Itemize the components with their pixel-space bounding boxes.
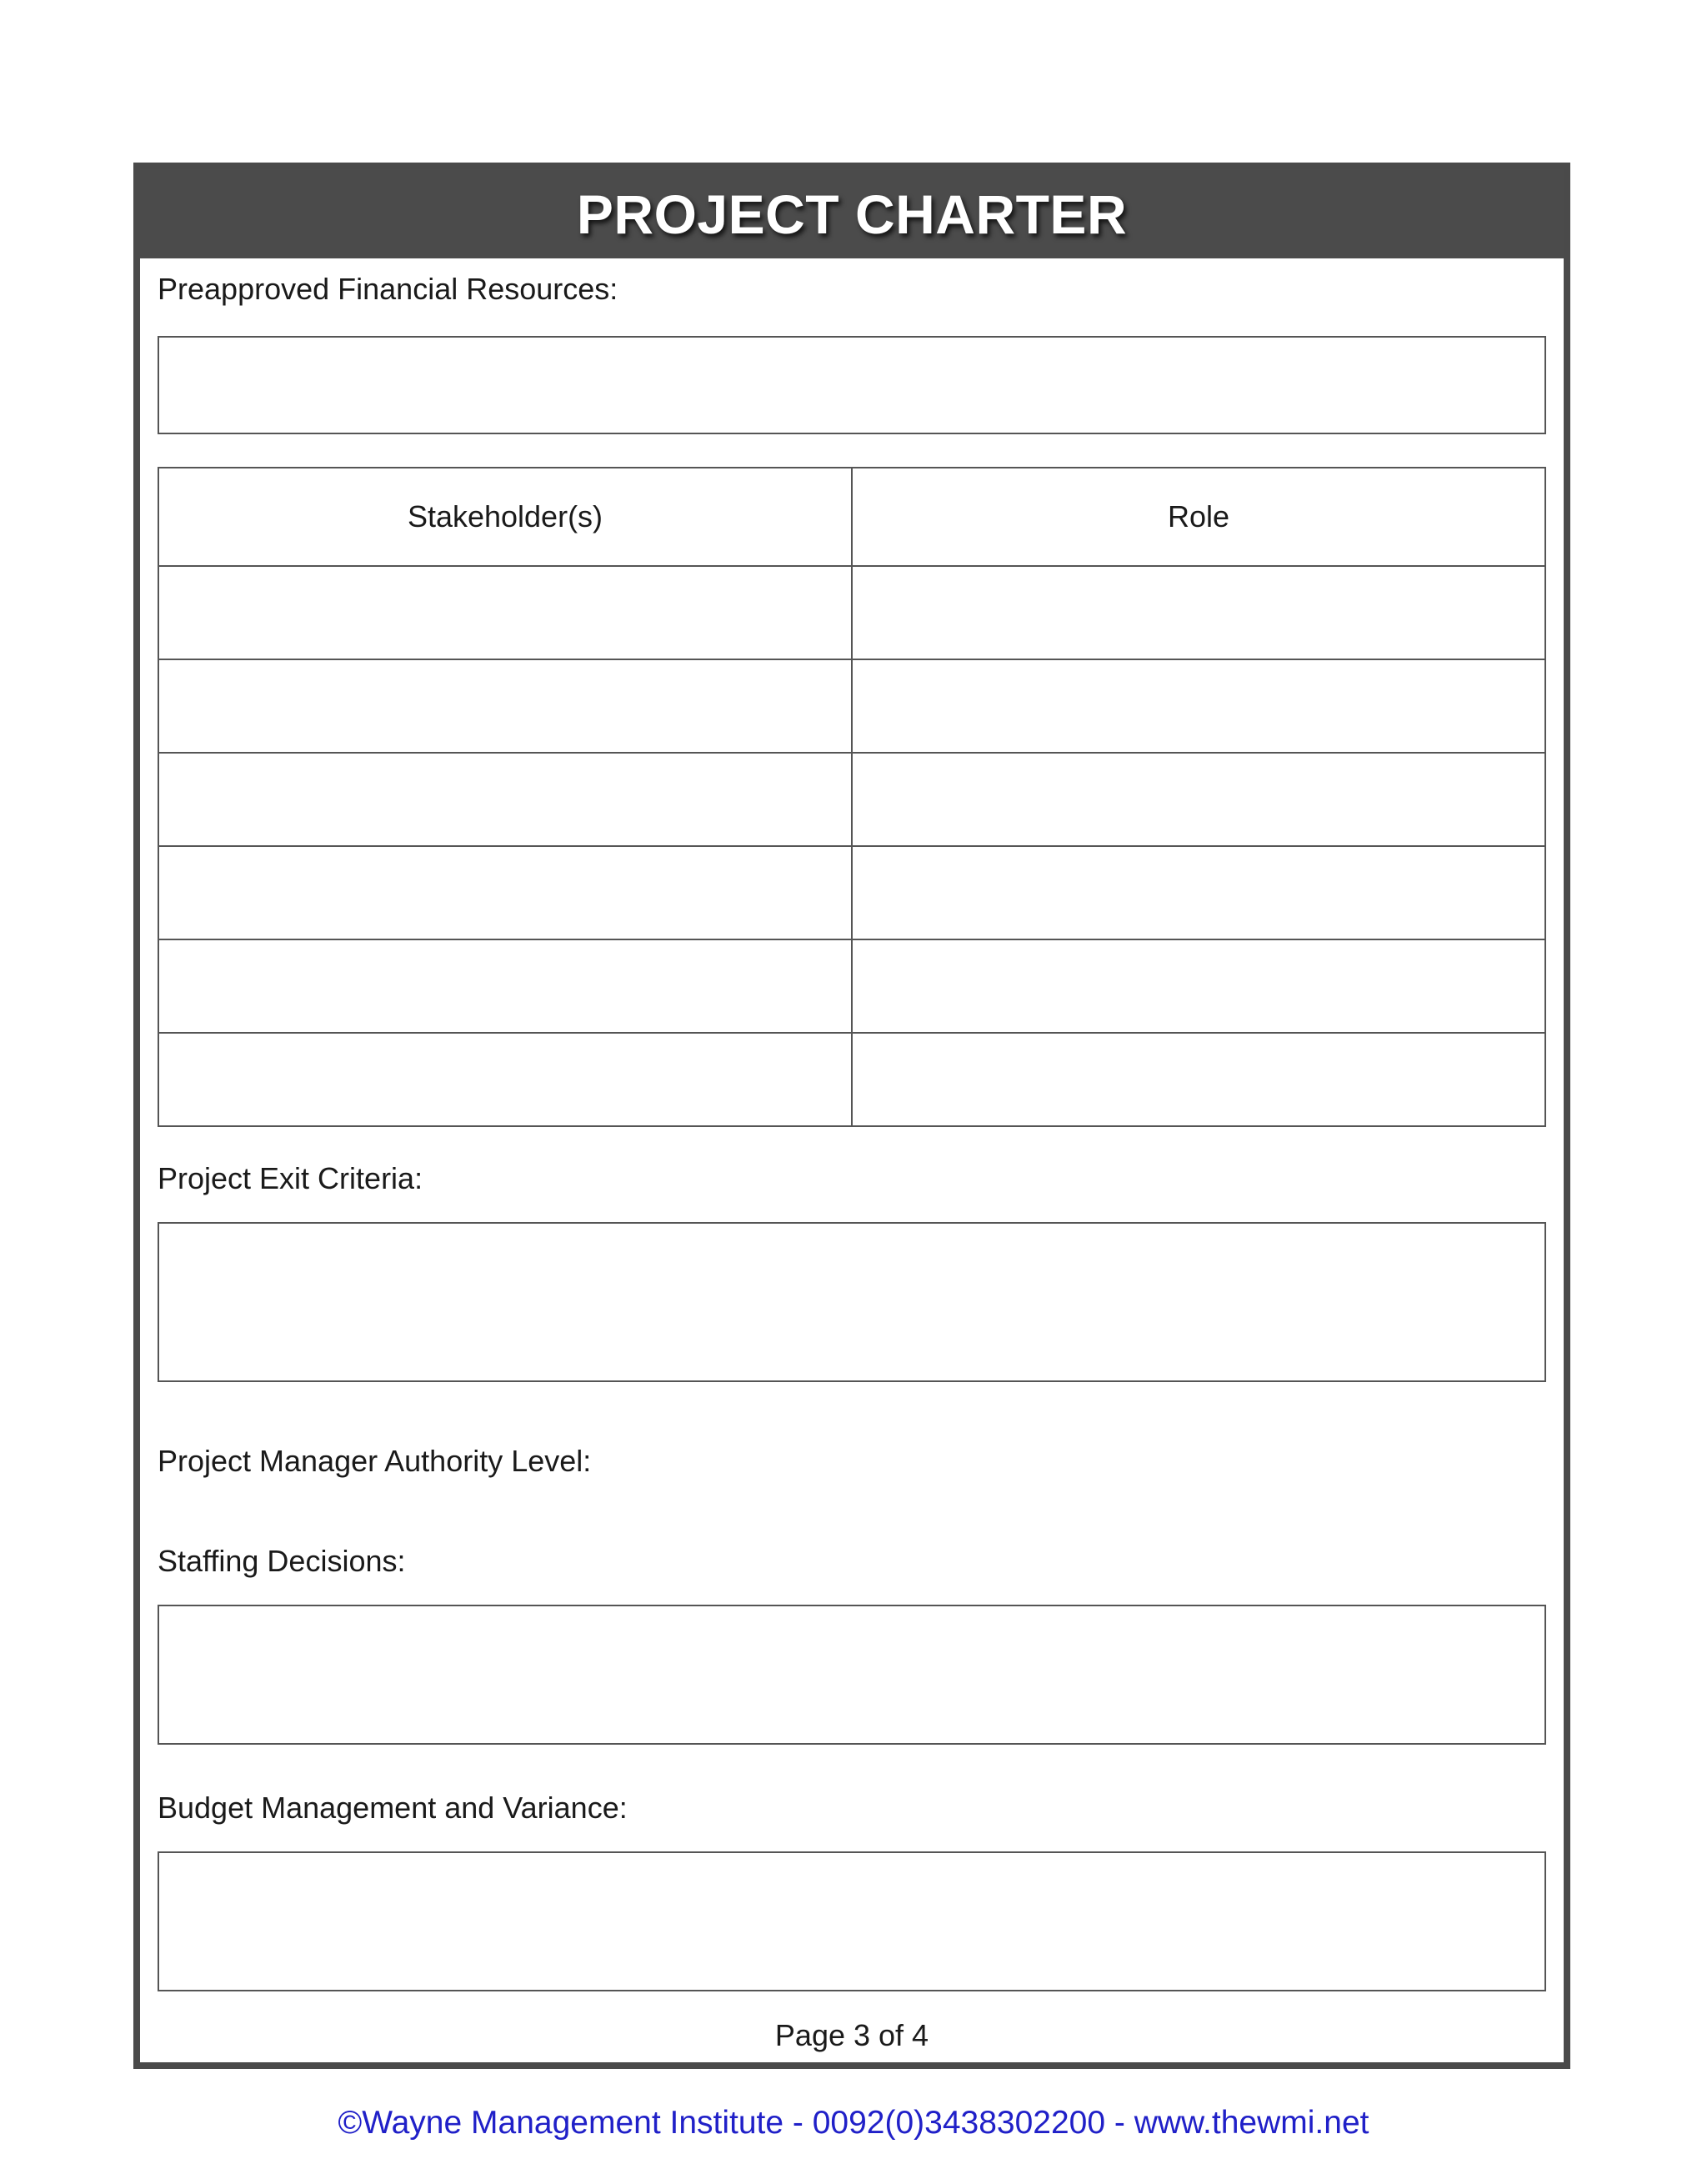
table-header-row: [158, 468, 1545, 566]
stakeholder-cell[interactable]: [158, 846, 852, 939]
page-title: PROJECT CHARTER: [576, 183, 1128, 245]
exit-criteria-field[interactable]: [158, 1222, 1546, 1382]
budget-management-label: Budget Management and Variance:: [158, 1791, 628, 1825]
charter-page: [133, 163, 1570, 2069]
table-row: [158, 1033, 1545, 1126]
role-cell[interactable]: [852, 659, 1545, 753]
exit-criteria-label: Project Exit Criteria:: [158, 1161, 423, 1195]
role-cell[interactable]: [852, 566, 1545, 659]
role-cell[interactable]: [852, 939, 1545, 1033]
stakeholder-table: [158, 467, 1546, 1127]
staffing-decisions-label: Staffing Decisions:: [158, 1544, 406, 1578]
stakeholder-cell[interactable]: [158, 939, 852, 1033]
stakeholder-cell[interactable]: [158, 659, 852, 753]
table-row: [158, 659, 1545, 753]
stakeholder-column-header: Stakeholder(s): [158, 468, 852, 566]
table-row: [158, 753, 1545, 846]
role-column-header: Role: [852, 468, 1545, 566]
stakeholder-cell[interactable]: [158, 1033, 852, 1126]
financial-resources-field[interactable]: [158, 336, 1546, 434]
table-row: [158, 566, 1545, 659]
budget-management-field[interactable]: [158, 1851, 1546, 1991]
stakeholder-cell[interactable]: [158, 753, 852, 846]
footer-copyright: ©Wayne Management Institute - 0092(0)3438302200 - www.thewmi.net: [338, 2105, 1369, 2141]
stakeholder-cell[interactable]: [158, 566, 852, 659]
staffing-decisions-field[interactable]: [158, 1605, 1546, 1745]
role-cell[interactable]: [852, 753, 1545, 846]
role-cell[interactable]: [852, 846, 1545, 939]
title-bar: [140, 169, 1564, 258]
authority-level-label: Project Manager Authority Level:: [158, 1444, 592, 1478]
financial-resources-label: Preapproved Financial Resources:: [158, 272, 618, 306]
page-number: Page 3 of 4: [774, 2018, 929, 2052]
table-row: [158, 939, 1545, 1033]
role-cell[interactable]: [852, 1033, 1545, 1126]
table-row: [158, 846, 1545, 939]
